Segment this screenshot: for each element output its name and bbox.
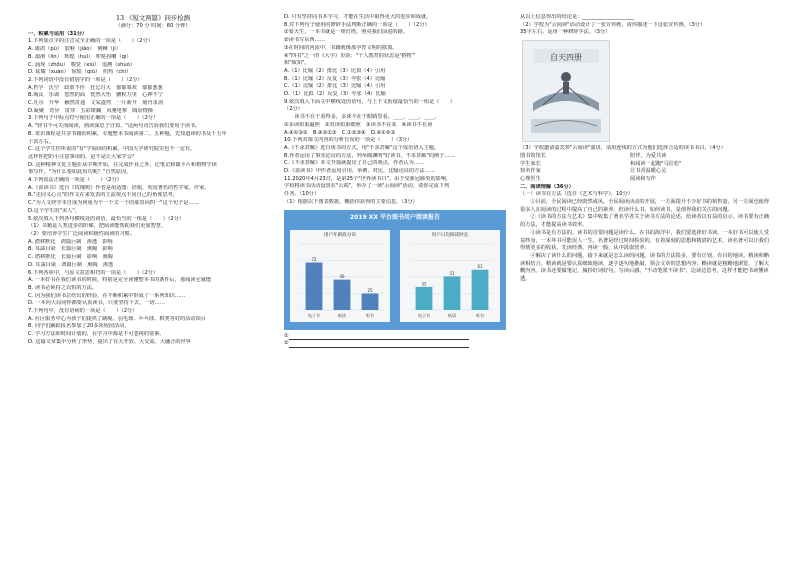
text-line: D. 这篇文章集中分析了形势，提出了在大开放、大交流、大融合的世界: [28, 338, 191, 345]
text-line: C.凡尔 升华 触然贯通 文采盎然 一片新开 刻舟求剑: [28, 100, 163, 107]
text-line: 这样你把的小注意事项的，是不是让大家学会？: [28, 153, 137, 160]
panel-right-svg: [400, 230, 500, 322]
text-line: C.《不求甚解》本文开篇就提出了自己的观点，作者认为……: [284, 160, 425, 167]
text-line: 13 《短文两篇》同步检测: [115, 14, 191, 22]
text-line: D.凝聚 奇异 贯穿 五彩斑斓 风驰电掣 陶冶情操: [28, 107, 153, 114]
poster-drawing: [523, 41, 609, 141]
text-line: C."为人文经学本自成为何重为个一个又一个的那里回四一"这个句子是……: [28, 200, 199, 207]
text-line: 二、阅读理解（36分）: [520, 183, 574, 190]
bar-value-label: 25: [367, 287, 373, 293]
text-line: C.（1）比喻（2）排比（3）比喻（4）引用: [284, 83, 386, 90]
bar-value-label: 51: [449, 270, 455, 276]
text-line: B. 凛冽（lǐn） 辉煌（huī） 咔哒拐嘞（qi）: [28, 53, 132, 60]
text-line: ①要天生，一本书就是一座灯塔，照亮我们前进的路。: [284, 29, 408, 36]
category-label: 纸质: [448, 312, 456, 318]
category-label: 纸质: [338, 312, 346, 318]
guest-name: 图书馆馆长: [520, 152, 546, 159]
text-line: A. 社区服务中心为孩子们提供了跳绳、羽毛球、乒乓球、棋类等好的活动项目: [28, 315, 206, 322]
text-line: D. 这种精神文化主题在从学期开始，在完成作业之外，记笔记和做卡片和植物学读: [28, 161, 217, 168]
text-line: A. 潜移默化 鸿篇巨制 渗透 影响: [28, 238, 113, 245]
text-line: D.这个学生的"美人"。: [28, 207, 80, 214]
answer-line: ②: [284, 340, 514, 348]
text-line: B. 常识课程是共享书籍的积累，专题整本书阅读第二、五种题，先知道读的书及十五年: [28, 130, 227, 137]
text-line: 10.下列对课文内容的分析有误的一项是（ ）（3分）: [284, 137, 413, 144]
text-line: B. 耳濡目染 长篇巨制 熏陶 影响: [28, 246, 113, 253]
text-line: （2）学校为"云阅读"活动设计了一张宣传画，请你描述一下这张宣传画。（3分）: [520, 21, 706, 28]
text-line: B."走同义心点"的作文在来发表的主流观点不同自己的角度思考。: [28, 192, 179, 199]
text-line: 1.下列加点字的注音完全正确的一项是（ ）（2分）: [28, 38, 153, 45]
text-line: 7.下列句中，没有语病的一项是（ ）（2分）: [28, 308, 138, 315]
text-line: B.（1）比喻（2）反复（3）夸张（4）比喻: [284, 75, 386, 82]
text-line: 一、积累与运用（31分）: [28, 30, 88, 37]
category-label: 电子书: [308, 312, 320, 318]
bar-value-label: 35: [421, 280, 427, 286]
guest-name: 学生家长: [520, 160, 541, 167]
text-line: ①多读如果遍照 ②对读如果细照 ③读书不在某 ④读书不在读: [284, 121, 433, 128]
left-column: [28, 14, 278, 554]
text-line: ④"四书"之一的《大学》里说："个人教育的状态是'格物'": [284, 52, 416, 59]
chart-panel-left: [290, 230, 390, 322]
answer-blank[interactable]: [289, 333, 469, 340]
text-line: B. 读书必须持之以恒的方法。: [28, 284, 98, 291]
chart-panel-right: [400, 230, 500, 322]
category-label: 听书: [476, 312, 484, 318]
text-line: （满分：70 分 时间：60 分钟）: [115, 23, 191, 29]
text-line: ③读书是有方法的。读书的首要问题是读什么。在书的海洋中，我们要选择好书读。一本好书可以使人受益终身，一本坏书可能误人一生。名著是经过时间检验的，有着深刻的思想和精湛的艺术，读名著可以让我们得到更多的收获。先读经典，再读一般，从中汲取营养。: [520, 229, 770, 252]
text-line: D.《说读书》中作者运用引用、举例、对比、比喻论证的方法……: [284, 168, 435, 175]
text-line: C. 潜移默化 长篇巨制 影响 熏陶: [28, 254, 113, 261]
text-line: D. 耳濡目染 鸿篇巨制 熏陶 渗透: [28, 261, 114, 268]
text-line: 2.下列词语中没有错别字的一项是（ ）（2分）: [28, 76, 143, 83]
text-line: 9.依次填入下面文中横线处的语句，与上下文衔接最恰当的一组是（ ）: [284, 98, 455, 105]
text-line: D.（1）比拟（2）反复（3）夸张（4）比喻: [284, 91, 386, 98]
text-line: B.作者运用了事实论证的方法，列举陶渊明"好读书，不求甚解"的例子……: [284, 152, 455, 159]
chart-title: 2019 XX 平台图书用户阅读报告: [349, 213, 441, 221]
text-line: ①目前，全民阅读已经蔚然成风。全民阅读活动的开展，一方面提升不少好书的销售量，另一方面也使得很多人在阅读的过程中提高了自己的素养。但读什么书，如何读书，是值得我们关注的问题。: [520, 199, 770, 213]
text-line: A. 一本好书在我们读书的时候，特别是完全读懂整本书的条件后，那阅读它就能: [28, 277, 212, 284]
bar: [362, 293, 379, 310]
text-line: 5.依次填入下列各句横线处的词语，最恰当的一组是（ ）（2分）: [28, 215, 185, 222]
guest-name: 知名作家: [520, 168, 541, 175]
text-line: （3）学校邀请嘉宾参"云阅读"演讲，请用连线的方式为他们选择合适的读书书目。（4分）: [520, 145, 726, 152]
panel-left-svg: [290, 230, 390, 322]
text-line: （1）书籍是人类进步的阶梯，把阅读能帮助我们更加智慧。: [28, 223, 167, 230]
answer-line: ①: [284, 333, 514, 341]
bar-value-label: 61: [477, 263, 483, 269]
text-line: 35字左右，运用一种修辞手法。（3分）: [520, 29, 611, 36]
text-line: 4.下列说法正确的一项是（ ）（2分）: [28, 177, 122, 184]
text-line: D. 一本问大局同样都要认真读书，只要坚持下去，一切……: [28, 300, 165, 307]
poster-illustration: [522, 40, 610, 142]
text-line: 3.下列句子中标点符号使用正确的一项是（ ）（2分）: [28, 115, 159, 122]
text-line: B.淘汰 乐调 悠然的面 恍然大悟 鹏程万里 心神不宁: [28, 92, 163, 99]
text-line: （2）要培养学生广泛阅读积极性阅读的习惯。: [28, 230, 136, 237]
bar-value-label: 72: [311, 256, 317, 262]
bar: [334, 279, 351, 309]
right-column: [520, 14, 770, 554]
text-line: 十款左右。: [28, 138, 54, 145]
answer-blank[interactable]: [289, 341, 469, 348]
text-line: A.哲学 沃空 政策不佳 狂忘自大 郁郁寡欢 郁郁葱葱: [28, 84, 163, 91]
category-label: 听书: [366, 312, 374, 318]
text-line: 6.下列各项中，与原文意思相符的一项是（ ）（2分）: [28, 269, 159, 276]
text-line: ④解决了读什么的问题，接下来就是怎么读的问题。读书的方法很多，要有计划、有目的地读。精读和略读相结合。精读就是要认真细致地读，逐字逐句地推敲，领会文章的思想内容；略读就是粗略地浏览，了解大概内容。读书还要做笔记，摘抄好词好句，写读后感。"不动笔墨不读书"，边读边思考，这样才能把书读懂读透。: [520, 252, 770, 283]
bar-value-label: 46: [339, 273, 345, 279]
book-title: 和阅读一起跑"马拉松": [630, 160, 682, 167]
book-title: 陪伴，为爱共读: [630, 152, 667, 159]
text-line: A.（1）比喻（2）排比（3）比拟（4）引用: [284, 67, 386, 74]
text-line: D. 只有坚持向书本学习，才能在生活中取得更大的进步和成就。: [284, 14, 432, 20]
text-line: ②《读书的方法与艺术》集中收集了著名学者关于读书方法的论述，给读者以有益的启示。读书要有正确的方法，才能提高读书效率。: [520, 214, 770, 229]
bar: [472, 269, 489, 309]
text-line: A.④①③② B.④②①③ C.①②③④ D.④①②③: [284, 129, 396, 136]
category-label: 电子书: [418, 312, 430, 318]
text-line: C. 学习方法和时间计划的，在学习中都是不可忽视的要素。: [28, 331, 165, 338]
bar: [416, 286, 433, 309]
text-line: 读书不在于看得多，多读不在于眼睛里看。____，____，____。: [294, 114, 440, 121]
text-line: 任务。（10分）: [284, 191, 320, 198]
panel-left-title: 用户年龄段分布: [323, 232, 357, 238]
text-line: A.《不求甚解》选自谈书的方式，用"不求甚解"这个成语切入主题。: [284, 144, 440, 151]
guest-name: 心理医生: [520, 175, 541, 182]
bar: [306, 262, 323, 310]
text-line: ②读书写东西……: [284, 37, 325, 44]
text-line: C. 因为我们读书总结出的经验，在不断积累中形成了一系列知识……: [28, 292, 186, 299]
panel-right-title: 用户日均阅读时长: [431, 232, 469, 238]
guest-book-matching: [520, 153, 770, 184]
text-line: A. 蒲鸽（pú） 胶鞋（jiāo） 荆棘（jí）: [28, 46, 121, 53]
reading-report-chart: [284, 210, 506, 330]
text-line: A.《说读书》选自《玫瑰树》作者是胡适图：培根，英国著名的哲学家，作家。: [28, 184, 210, 191]
book-title: 让书香温暖心灵: [630, 168, 667, 175]
poster-caption: 自天四册: [550, 53, 582, 63]
text-line: D. 炫耀（xuàn） 惊慌（qiū） 炽热（chí）: [28, 69, 132, 76]
text-line: C. 这个学生你所说的"有"学阅读的积累，中国大学研究院里也不一定有。: [28, 146, 196, 153]
text-line: 11.2020年4月23日，是第25个"世界读书日"。由于受新冠肺炎的影响，: [284, 175, 452, 182]
text-line: 和"致知"。: [284, 60, 310, 67]
text-line: （2分）: [284, 106, 303, 113]
text-line: 学校将读书活动设置在"云端"，举办了一场"云阅读"活动，请你完成下列: [284, 183, 450, 190]
text-line: 事写作。"为什么要如此用功呢？"自然原因。: [28, 169, 132, 176]
text-line: A. "轻书不可失而阅读，熟读深思子自知。"这两句诗告诉我们要用于读书。: [28, 123, 201, 130]
text-line: 从以上信息得出的结论是：____________________: [520, 14, 635, 20]
text-line: 8.对下列句子使用的修辞手法判断正确的一项是（ ）（2分）: [284, 21, 430, 28]
book-title: 阅读和写作: [630, 175, 656, 182]
text-line: B. 同学们踊跃报名参加了20多项校园活动。: [28, 323, 130, 330]
text-line: ③在时间的河流中，书籍就像那孕育文明的摇篮。: [284, 44, 398, 51]
text-line: C. 涌现（zhōu） 嗅觉（xiù） 追溯（shuò）: [28, 61, 136, 68]
middle-column: [284, 14, 514, 554]
text-line: （1）根据以下图表数据，概括你获得的主要信息。（3分）: [284, 198, 418, 205]
bar: [444, 276, 461, 310]
text-line: （一）读书有方法（选自《艺术与科学》，10分）: [520, 191, 633, 198]
